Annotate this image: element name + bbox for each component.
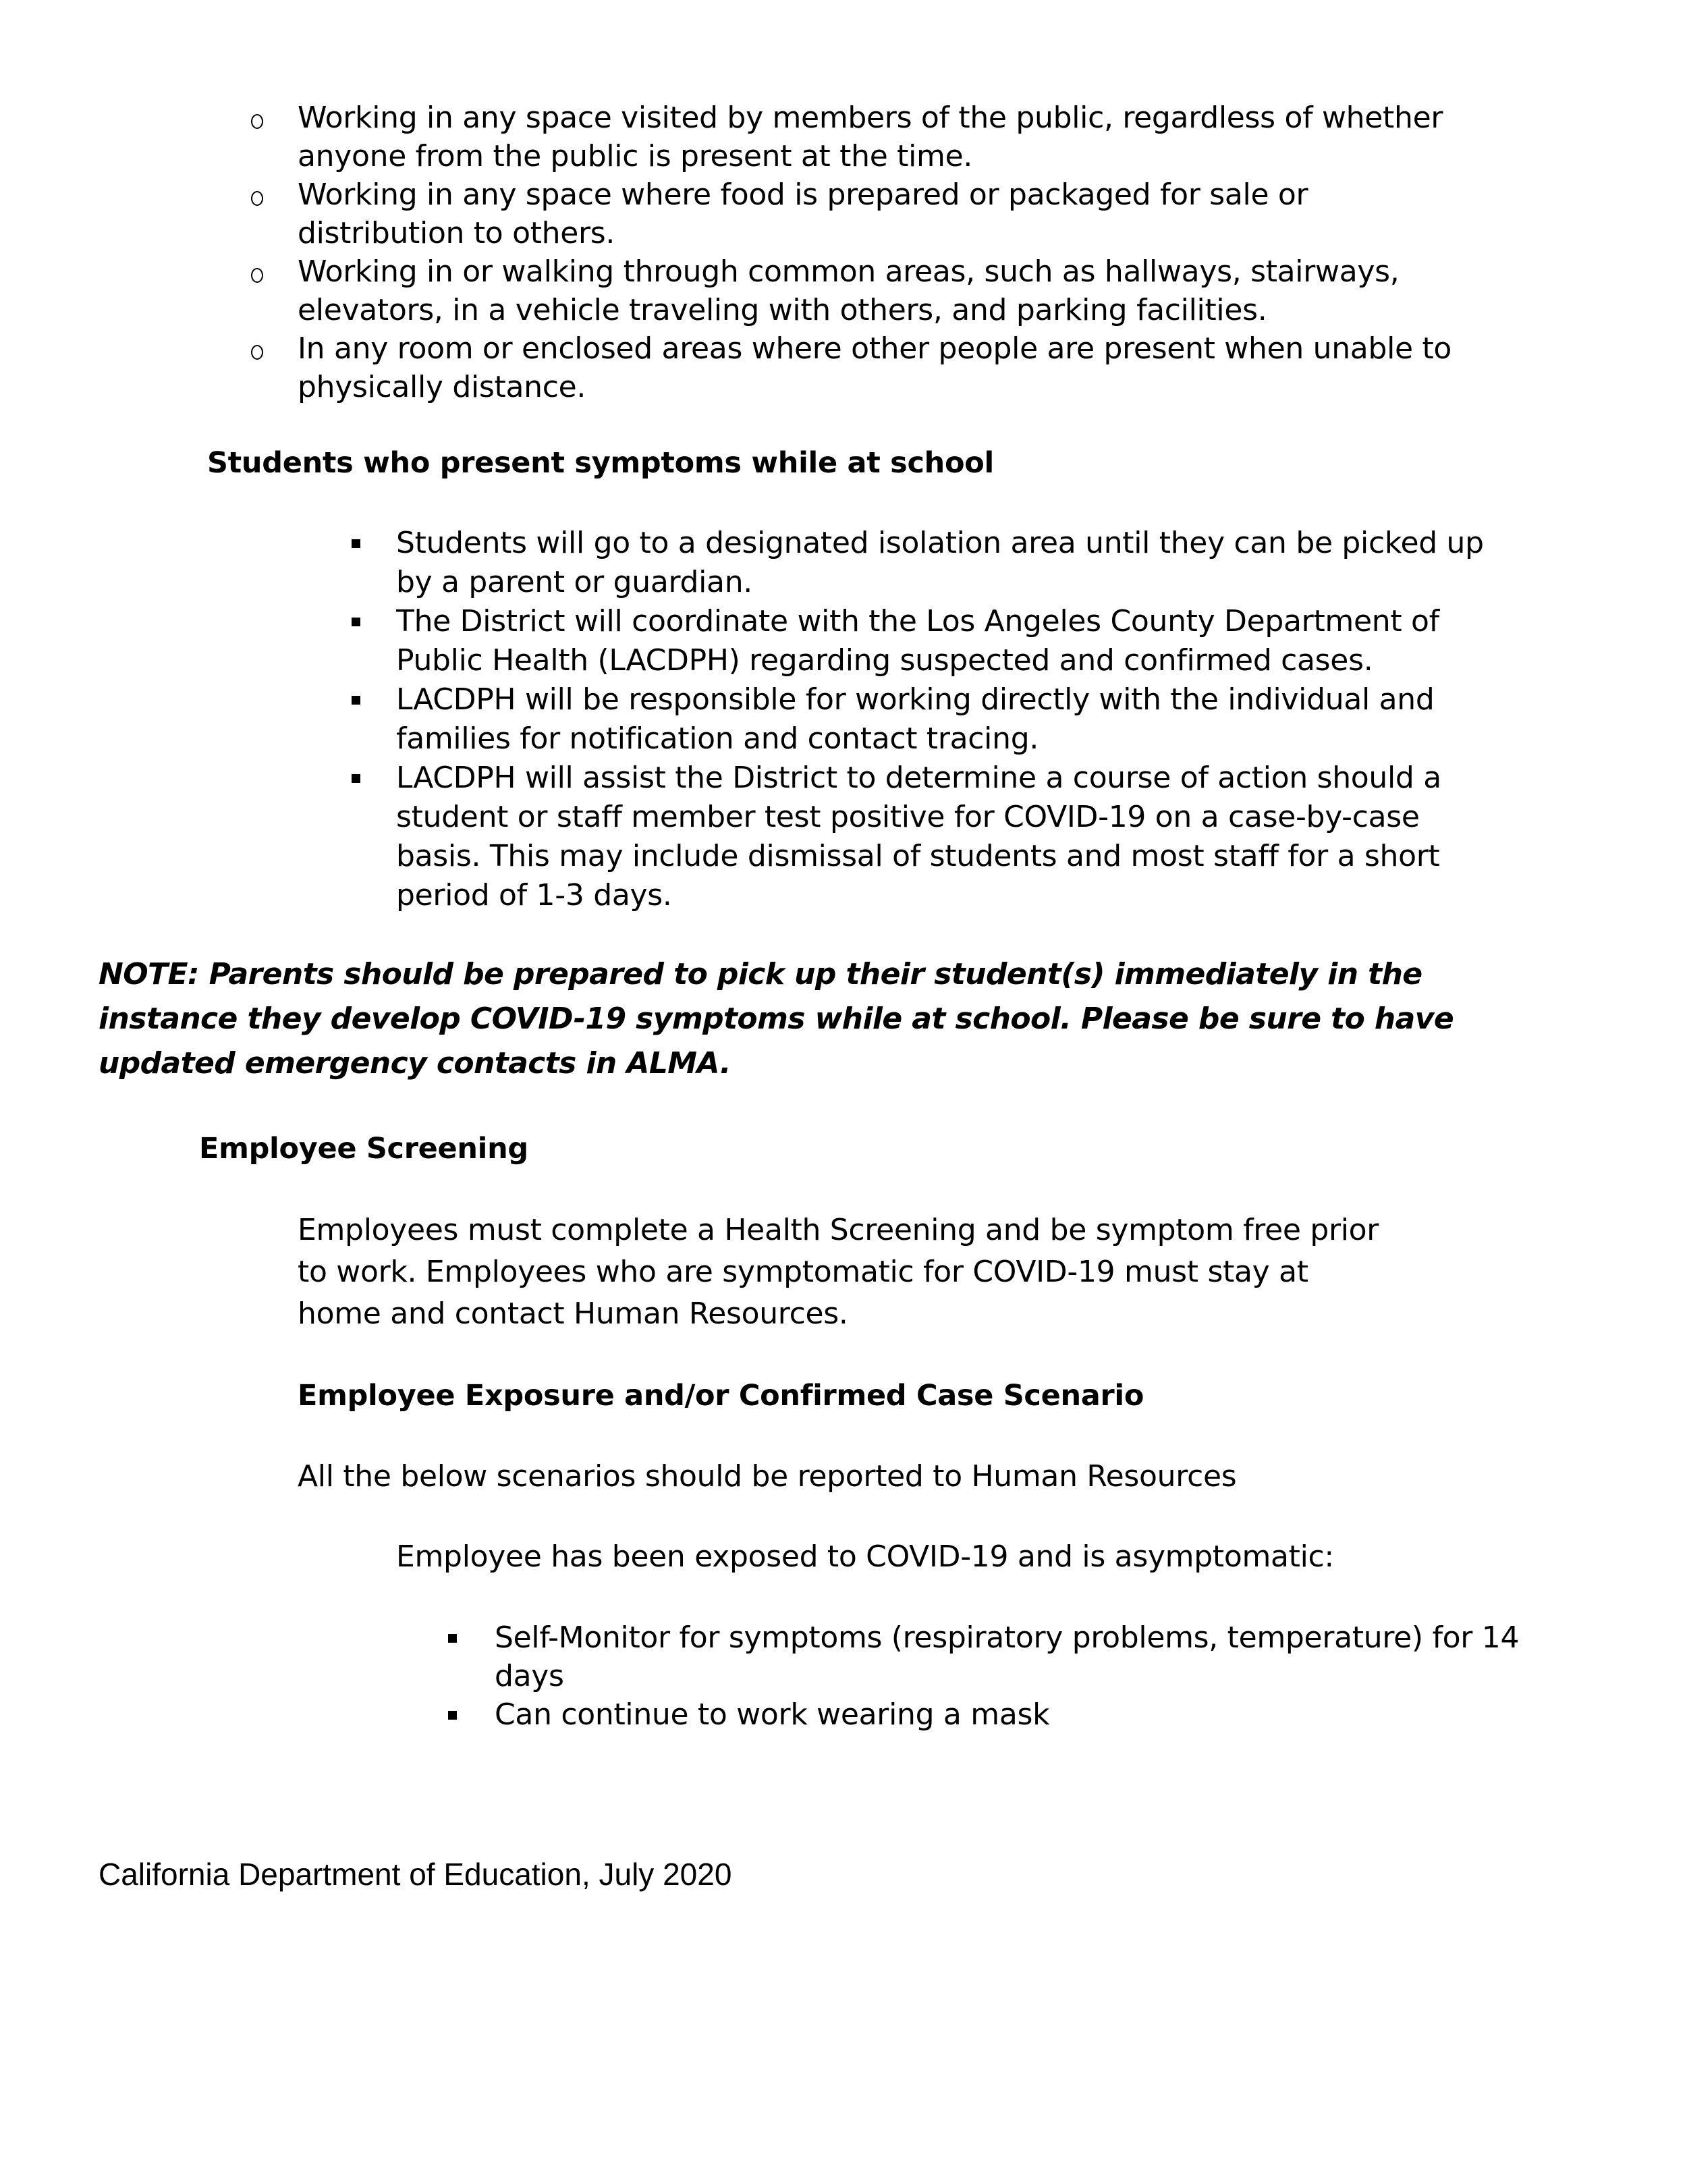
square-bullet-icon — [448, 1711, 457, 1720]
list-item-line: distribution to others. — [298, 216, 615, 250]
list-item-line: elevators, in a vehicle traveling with others, and parking facilities. — [298, 293, 1267, 327]
paragraph-line: All the below scenarios should be reported to Human Resources — [298, 1459, 1237, 1494]
square-bullet-icon — [352, 539, 360, 548]
list-item-line: Working in any space where food is prepared or packaged for sale or — [298, 178, 1308, 212]
list-item-line: Public Health (LACDPH) regarding suspected and confirmed cases. — [396, 643, 1373, 678]
note-line: instance they develop COVID-19 symptoms while at school. Please be sure to have — [99, 1002, 1454, 1036]
hollow-bullet-icon — [251, 114, 263, 129]
list-item-line: physically distance. — [298, 370, 586, 404]
list-item-line: The District will coordinate with the Los Angeles County Department of — [396, 604, 1439, 638]
paragraph-line: to work. Employees who are symptomatic for COVID-19 must stay at — [298, 1255, 1308, 1289]
square-bullet-icon — [352, 696, 360, 705]
list-item-line: Self-Monitor for symptoms (respiratory problems, temperature) for 14 — [495, 1620, 1520, 1655]
list-item-line: student or staff member test positive for COVID-19 on a case-by-case — [396, 800, 1420, 834]
list-item-line: Working in any space visited by members of the public, regardless of whether — [298, 101, 1443, 135]
section-heading: Students who present symptoms while at school — [207, 446, 994, 480]
square-bullet-icon — [352, 618, 360, 626]
list-item-line: LACDPH will assist the District to determine a course of action should a — [396, 761, 1441, 795]
list-item-line: basis. This may include dismissal of students and most staff for a short — [396, 839, 1440, 873]
note-line: updated emergency contacts in ALMA. — [99, 1046, 731, 1081]
list-item-line: families for notification and contact tracing. — [396, 721, 1039, 756]
hollow-bullet-icon — [251, 345, 263, 360]
list-item-line: by a parent or guardian. — [396, 565, 752, 599]
list-item-line: LACDPH will be responsible for working directly with the individual and — [396, 682, 1435, 717]
list-item-line: Can continue to work wearing a mask — [495, 1697, 1050, 1732]
page-footer: California Department of Education, July 2020 — [99, 1857, 732, 1892]
paragraph-line: Employee has been exposed to COVID-19 and is asymptomatic: — [396, 1539, 1334, 1574]
note-line: NOTE: Parents should be prepared to pick up their student(s) immediately in the — [99, 957, 1422, 991]
list-item-line: anyone from the public is present at the time. — [298, 139, 973, 173]
paragraph-line: home and contact Human Resources. — [298, 1296, 848, 1331]
hollow-bullet-icon — [251, 191, 263, 206]
paragraph-line: Employees must complete a Health Screening and be symptom free prior — [298, 1213, 1379, 1247]
list-item-line: days — [495, 1659, 564, 1693]
square-bullet-icon — [352, 774, 360, 783]
section-heading: Employee Exposure and/or Confirmed Case Scenario — [298, 1379, 1144, 1413]
list-item-line: Students will go to a designated isolation area until they can be picked up — [396, 526, 1484, 560]
list-item-line: In any room or enclosed areas where other people are present when unable to — [298, 331, 1452, 366]
square-bullet-icon — [448, 1634, 457, 1643]
section-heading: Employee Screening — [199, 1132, 528, 1166]
hollow-bullet-icon — [251, 268, 263, 283]
list-item-line: Working in or walking through common areas, such as hallways, stairways, — [298, 254, 1400, 289]
list-item-line: period of 1-3 days. — [396, 878, 672, 912]
